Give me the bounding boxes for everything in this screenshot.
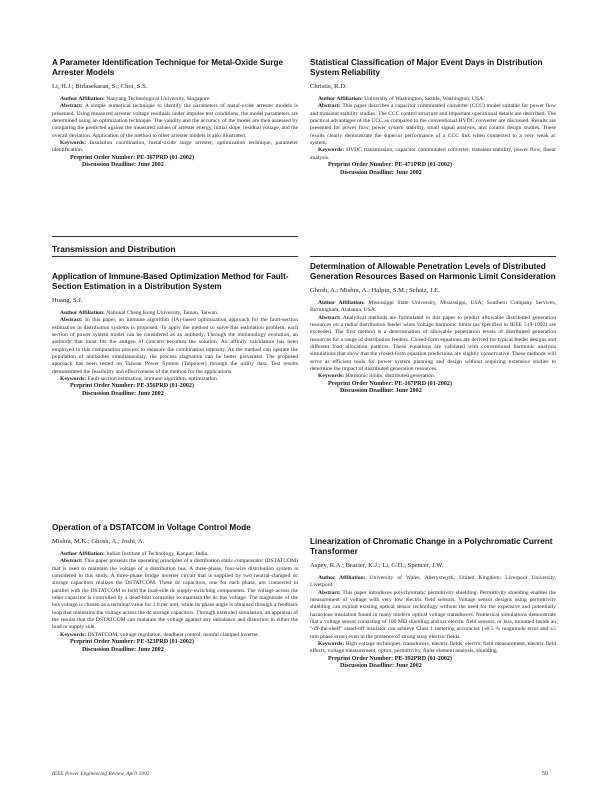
abstract-text: This paper introduces polychromatic permittivity shielding. Permittivity shielding enables the measurement of voltage with very low electric field sensors. Voltage sensor designs using permittivity shielding can exploit existing optical sensor technology without the need for the expensive and potentially hazardous insulation found in many modern optical voltage transducers. Numerical simulations demonstrate that a voltage sensor consisting of 100 MΩ shielding and six electric field sensors, or less, mounted inside an "off-the-shelf" stand-off insulator can achieve Class 1 metering accuracies (±0.5 % magnitude error and ±5 min phase error) even in the presence of strong stray electric fields. [310,589,556,640]
article-authors: Li, H.J.; Birlasekaran, S.; Choi, S.S. [52,83,148,90]
preprint-order-number: Preprint Order Number: PE-367PRD (01-2002) [70,154,194,161]
column-divider-right [310,256,556,257]
preprint-order-number: Preprint Order Number: PE-392PRD (01-2002) [328,655,452,662]
preprint-order-number: Preprint Order Number: PE-471PRD (01-2002) [328,162,452,169]
article-authors: Ghosh, A.; Mishra, A.; Halpin, S.M.; Schatz, J.E. [310,287,440,294]
affiliation-text: Nanyang Technological University, Singapore. [106,96,211,102]
article-title: Operation of a DSTATCOM in Voltage Control Mode [52,523,251,532]
abstract-text: This paper presents the operating principles of a distribution static compensator (DSTATCOM) that is used to maintain the voltage of a distribution bus. A three-phase, four-wire distribution system is considered in this study. A three-phase bridge inverter circuit that is supplied by two neutral-clamped dc storage capacitors realizes the DSTATCOM. These dc capacitors, one for each phase, are connected in parallel with the DSTATCOM to hold the load-side dc supply-switching components. The voltage across the other capacitor is controlled by a dead-beat controller to maintain the dc bus voltage. The magnitude of the bus voltage is chosen as a terminal value for 1.0 per unit, while its phase angle is obtained through a feedback loop that maintains the voltage across the dc storage capacitors. Through extended simulation, an appraisal of the results that the DSTATCOM can maintain the voltage against any unbalance and distortion in either the load or supply side. [52,558,298,631]
keywords-label: Keywords: [60,376,87,383]
journal-footer: IEEE Power Engineering Review, April 2002 [52,771,150,777]
article-authors: Huang, S.J. [52,297,83,304]
article-title: A Parameter Identification Technique for Metal-Oxide Surge Arrester Models [52,58,284,77]
article-title: Determination of Allowable Penetration Levels of Distributed Generation Resources Based on Harmonic Limit Consideration [310,262,556,281]
abstract [52,558,298,631]
article-authors: Mishra, M.K.; Ghosh, A.; Joshi, A. [52,538,145,545]
affiliation-label: Author Affiliation: [60,96,105,102]
keywords-text: Fault-section estimation, immune algorithm, optimization. [87,376,219,383]
preprint-order-number: Preprint Order Number: PE-323PRD (01-2002) [70,639,194,646]
article-surge-arrester [52,58,298,170]
keywords [52,140,298,155]
article-immune-optimization [52,272,298,399]
discussion-deadline: Discussion Deadline: June 2002 [340,663,422,670]
section-rule-top [52,236,298,237]
discussion-deadline: Discussion Deadline: June 2002 [340,169,422,176]
affiliation-label: Author Affiliation: [60,551,105,557]
keywords-text: DSTATCOM, voltage regulation, deadbeat control, neutral clamped inverter. [87,631,260,638]
keywords-text: HVDC transmission, capacitor commutated converter, transient stability, power flow, linear analysis. [310,147,556,161]
abstract-label: Abstract: [60,103,83,110]
discussion-deadline: Discussion Deadline: June 2002 [82,646,164,653]
abstract [310,103,556,147]
keywords-label: Keywords: [318,641,345,648]
abstract-label: Abstract: [318,314,341,321]
keywords-label: Keywords: [60,140,87,147]
keywords [310,147,556,162]
keywords-text: Insulation coordination, metal-oxide surge arrester, optimization technique, parameter identification. [52,140,299,154]
keywords-label: Keywords: [318,373,345,380]
affiliation-text: University of Wales, Aberystwyth, United Kingdom; Liverpool University, Liverpool. [310,575,557,589]
abstract-text: This paper describes a capacitor commutated converter (CCC) model suitable for power flow and transient stability studies. The CCC control structure and important operational details are described. The practical advantages of the CCC as compared to the conventional HVDC converter are discussed. Results are presented for power flow, power system stability, small signal analysis, and control design studies. These results clearly demonstrate the superior performance of a CCC link when connected to a very weak ac system. [310,103,556,147]
affiliation-text: Mississippi State University, Mississippi, USA; Southern Company Services, Birmingham, Alabama, USA. [310,300,556,314]
abstract-label: Abstract: [60,558,83,565]
abstract-text: In this paper, an immune algorithm (IA)-based optimization approach for the fault-section estimation in distribution systems is proposed. To apply the method to solve this estimation problem, each section of power system model can be considered as an antibody. Through the immunology evolution, an antibody that most fits the antigen of concern becomes the solution. An affinity calculation has been employed in this computation process to measure the combination intensity. As the method can operate the population of antibodies simultaneously, the process stagnation can be better prevented. The proposed approach has been tested on Taiwan Power System (Taipower) through the utility data. Test results demonstrated the feasibility and effectiveness of the method for the applications. [52,317,298,375]
abstract-text: A simple numerical technique to identify the parameters of metal-oxide arrester models is presented. Using measured arrester voltage residuals under impulse test conditions, the model parameters are determined using an optimization technique. The validity and the accuracy of the model are then assessed by comparing the predicted against the measured values of arrester energy, initial slope, residual voltage, and the overall deviation. Application of the method to other arrester models is also illustrated. [52,103,299,139]
discussion-deadline: Discussion Deadline: June 2002 [82,162,164,169]
affiliation-label: Author Affiliation: [318,575,366,581]
affiliation-label: Author Affiliation: [318,96,363,102]
abstract [310,315,556,374]
article-dstatcom [52,523,298,654]
keywords-label: Keywords: [318,147,345,154]
affiliation-text: National Cheng Kung University, Tainan, Taiwan. [106,310,219,316]
affiliation [310,575,556,590]
keywords [310,641,556,656]
article-title: Application of Immune-Based Optimization Method for Fault-Section Estimation in a Distribution System [52,272,289,291]
abstract [310,590,556,641]
page-number: 59 [541,770,548,777]
keywords-text: Harmonic limits, distributed generation. [345,373,436,380]
abstract-text: Analytical methods are formulated in this paper to predict allowable distributed generation resources on a radial distribution feeder when voltage harmonic limits (as specified in IEEE 519-1992) are exceeded. The first method is a determination of allowable penetration levels of distributed generation resources for a range of distribution feeders. Closed-form equations are derived for typical feeder designs and different load allocation patterns. These equations are validated with conventional harmonic analysis simulations that show that the closed-form equation predictions are slightly conservative. These methods will serve as efficient tools for power system planning and design without requiring extensive studies to determine the impact of distributed generation resources. [310,314,556,373]
affiliation-text: Indian Institute of Technology, Kanpur, India. [106,551,209,557]
affiliation-label: Author Affiliation: [60,310,105,316]
discussion-deadline: Discussion Deadline: June 2002 [82,391,164,398]
abstract [52,103,298,140]
abstract [52,317,298,376]
section-title: Transmission and Distribution [52,244,176,254]
article-authors: Christie, R.D. [310,83,347,90]
article-title: Linearization of Chromatic Change in a Polychromatic Current Transformer [310,537,553,556]
affiliation-label: Author Affiliation: [318,300,365,306]
keywords-label: Keywords: [60,631,87,638]
abstract-label: Abstract: [60,317,83,324]
article-authors: Aspey, R.A.; Brazier, K.J.; Li, G.D.; Spencer, J.W. [310,562,444,569]
article-major-event-days [310,58,556,177]
abstract-label: Abstract: [318,103,341,110]
preprint-order-number: Preprint Order Number: PE-167PRD (01-2002) [328,380,452,387]
article-chromatic-linearization [310,537,556,671]
affiliation-text: University of Washington, Seattle, Washington, USA. [364,96,485,102]
keywords [310,373,556,380]
section-rule-bottom [52,256,298,257]
preprint-order-number: Preprint Order Number: PE-356PRD (01-2002) [70,383,194,390]
affiliation [310,300,556,315]
article-title: Statistical Classification of Major Event Days in Distribution System Reliability [310,58,543,77]
article-penetration-levels [310,262,556,396]
discussion-deadline: Discussion Deadline: June 2002 [340,388,422,395]
abstract-label: Abstract: [318,589,341,596]
keywords-text: High voltage techniques, transducers, electric fields, electric field measurement, electric field effects, voltage measurement, optics, permittivity, finite element analysis, shielding. [310,641,556,655]
